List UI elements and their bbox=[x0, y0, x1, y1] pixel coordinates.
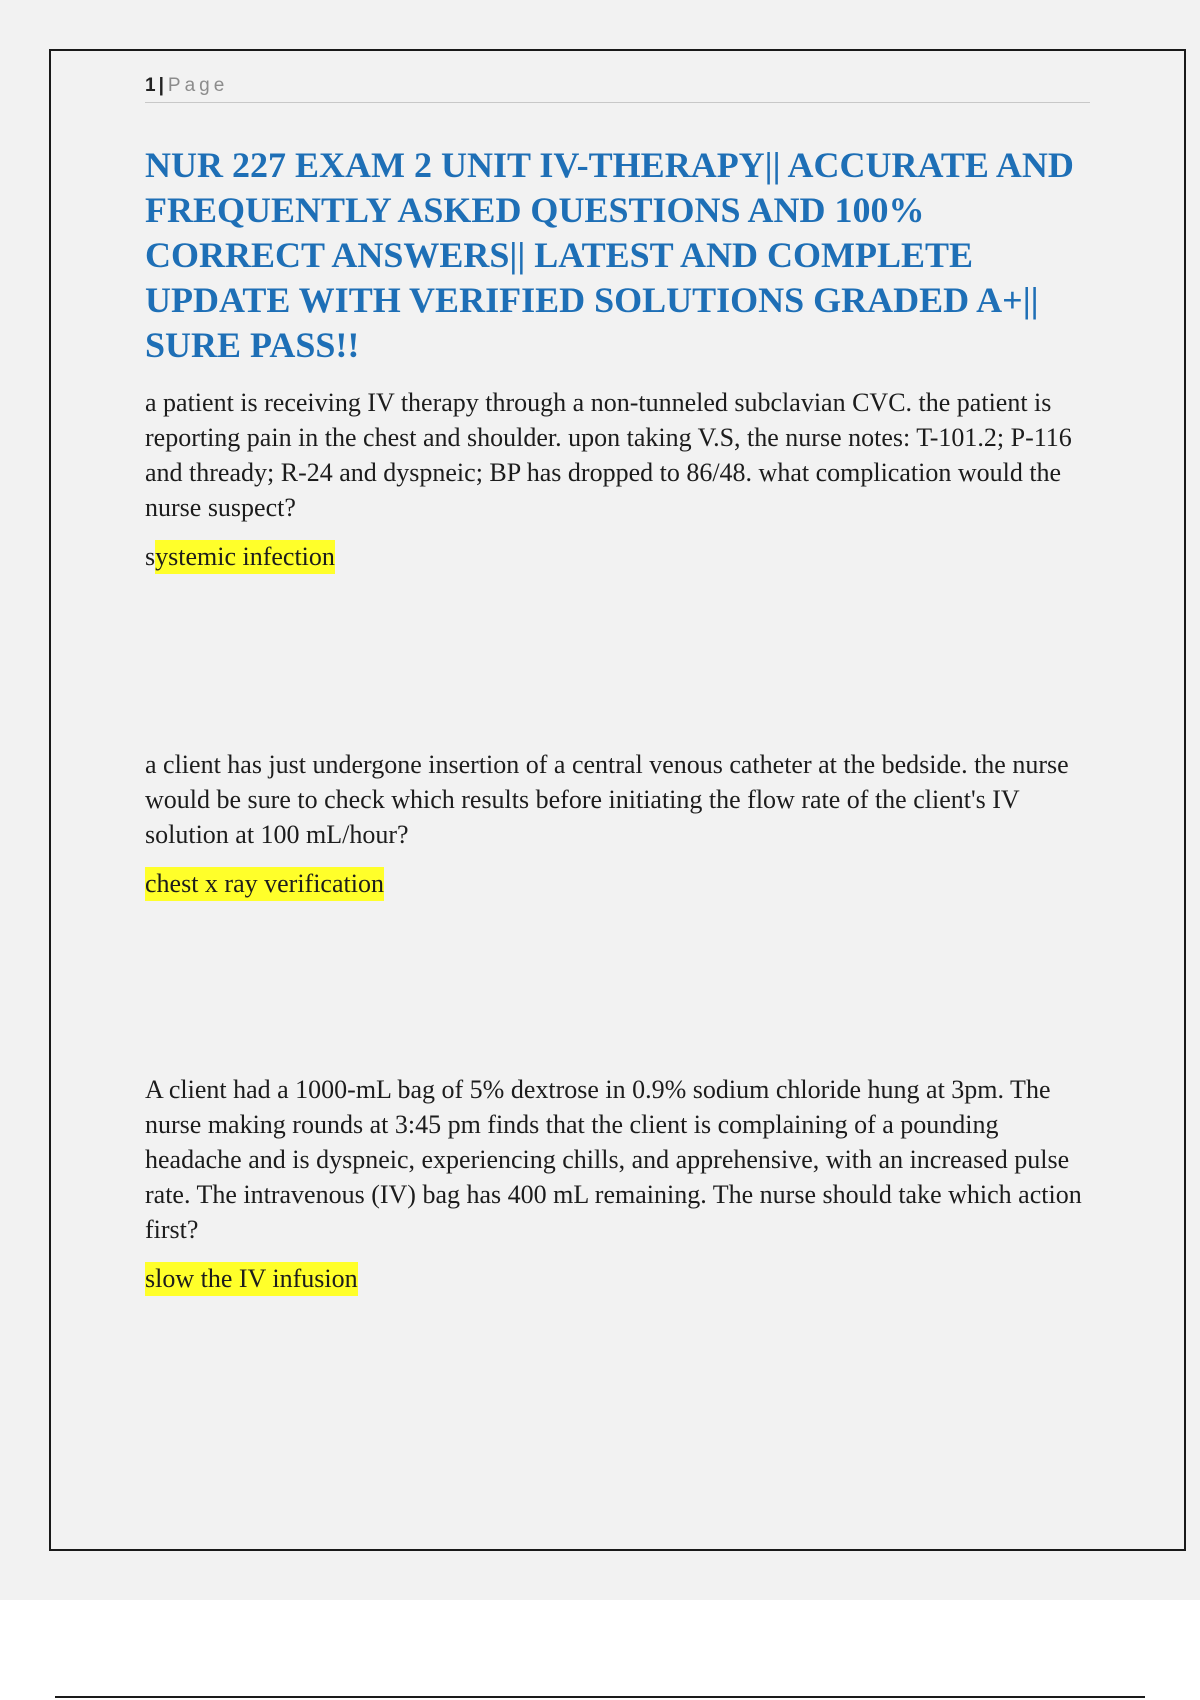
question-text: a patient is receiving IV therapy through a non-tunneled subclavian CVC. the patient is reporting pain in the chest and shoulder. upon taking V.S, the nurse notes: T-101.2; P-116 and thready; R-24 and dyspneic; BP has dropped to 86/48. what complication would the nurse suspect? bbox=[145, 388, 1072, 522]
page-label: Page bbox=[167, 75, 229, 96]
question-text: a client has just undergone insertion of a central venous catheter at the bedside. the nurse would be sure to check which results before initiating the flow rate of the client's IV solution at 100 mL/hour? bbox=[145, 750, 1069, 849]
qa-item-3 bbox=[145, 1072, 1090, 1296]
answer-row bbox=[145, 1247, 1090, 1296]
page-number: 1 bbox=[145, 75, 156, 96]
question-text: A client had a 1000-mL bag of 5% dextrose in 0.9% sodium chloride hung at 3pm. The nurse making rounds at 3:45 pm finds that the client is complaining of a pounding headache and is dyspneic, experiencing chills, and apprehensive, with an increased pulse rate. The intravenous (IV) bag has 400 mL remaining. The nurse should take which action first? bbox=[145, 1075, 1082, 1244]
highlighted-answer: chest x ray verification bbox=[145, 867, 384, 901]
answer-prefix: s bbox=[145, 542, 156, 571]
document-title: NUR 227 EXAM 2 UNIT IV-THERAPY|| ACCURATE AND FREQUENTLY ASKED QUESTIONS AND 100% CORRECT ANSWERS|| LATEST AND COMPLETE UPDATE WITH VERIFIED SOLUTIONS GRADED A+|| SURE PASS!! bbox=[145, 145, 1074, 365]
page-separator: | bbox=[158, 75, 164, 96]
highlighted-answer: ystemic infection bbox=[155, 540, 335, 574]
footer-divider bbox=[55, 1696, 1145, 1698]
qa-item-2 bbox=[145, 747, 1090, 901]
answer-row bbox=[145, 525, 1090, 574]
qa-item-1 bbox=[145, 385, 1090, 574]
page-header bbox=[145, 72, 1090, 103]
answer-row bbox=[145, 852, 1090, 901]
highlighted-answer: slow the IV infusion bbox=[145, 1262, 358, 1296]
